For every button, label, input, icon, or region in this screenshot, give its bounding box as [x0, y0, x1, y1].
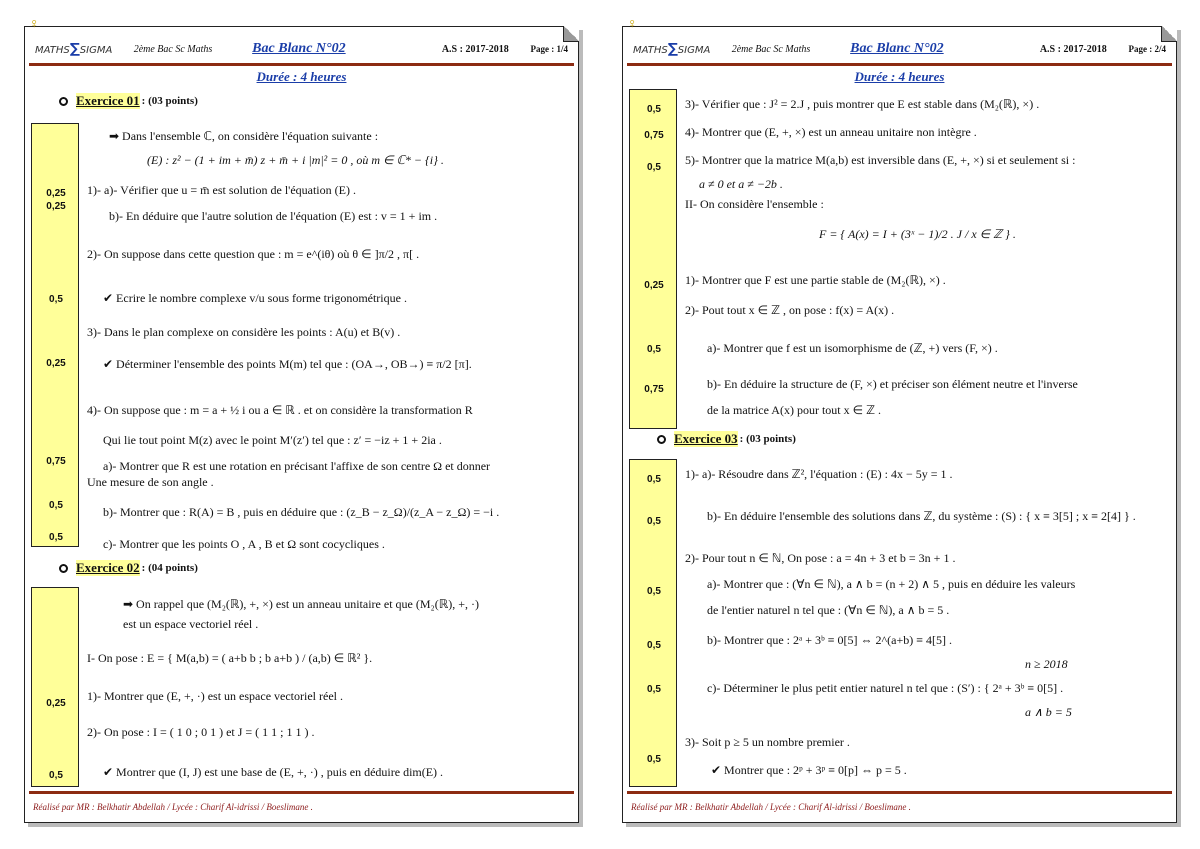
score: 0,5	[647, 474, 661, 485]
text-line: Une mesure de son angle .	[87, 475, 214, 489]
equation-line: (E) : z² − (1 + im + m̄) z + m̄ + i |m|² = 0 , où m ∈ ℂ* − {i} .	[147, 153, 444, 167]
logo: MATHS∑SIGMA	[633, 41, 711, 57]
exercise-2-title: Exercice 02 : (04 points)	[59, 560, 198, 576]
task-line: ✔ Montrer que : 2ᵖ + 3ᵖ ≡ 0[p] ⇔ p = 5 .	[711, 763, 907, 777]
score: 0,25	[46, 698, 66, 709]
school-year: A.S : 2017-2018	[1039, 43, 1107, 55]
question-line: 4)- On suppose que : m = a + ½ i ou a ∈ ℝ . et on considère la transformation R	[87, 403, 473, 417]
score: 0,5	[647, 516, 661, 527]
exercise-3-title: Exercice 03 : (03 points)	[657, 431, 796, 447]
question-line: b)- En déduire la structure de (F, ×) et préciser son élément neutre et l'inverse	[707, 377, 1078, 391]
exercise-1-title: Exercice 01 : (03 points)	[59, 93, 198, 109]
score: 0,5	[647, 754, 661, 765]
page-header	[633, 37, 1166, 61]
score: 0,25	[46, 188, 66, 199]
question-line: 2)- Pout tout x ∈ ℤ , on pose : f(x) = A(x) .	[685, 303, 895, 317]
text-line: II- On considère l'ensemble :	[685, 197, 824, 211]
footer-credit: Réalisé par MR : Belkhatir Abdellah / Lycée : Charif Al-idrissi / Boeslimane .	[33, 802, 313, 812]
score: 0,5	[647, 104, 661, 115]
question-line: a)- Montrer que f est un isomorphisme de (ℤ, +) vers (F, ×) .	[707, 341, 998, 355]
question-line: a)- Montrer que : (∀n ∈ ℕ), a ∧ b = (n + 2) ∧ 5 , puis en déduire les valeurs	[707, 577, 1076, 591]
pin-icon: ♀	[29, 17, 40, 32]
school-year: A.S : 2017-2018	[441, 43, 509, 55]
score: 0,5	[49, 500, 63, 511]
score: 0,5	[647, 344, 661, 355]
text-line: de l'entier naturel n tel que : (∀n ∈ ℕ), a ∧ b = 5 .	[707, 603, 950, 617]
question-line: 3)- Soit p ≥ 5 un nombre premier .	[685, 735, 850, 749]
score: 0,5	[647, 684, 661, 695]
score-column	[31, 123, 79, 547]
system-line: n ≥ 2018	[1025, 657, 1068, 671]
logo: MATHS∑SIGMA	[35, 41, 113, 57]
question-line: b)- En déduire que l'autre solution de l'équation (E) est : v = 1 + im .	[109, 209, 438, 223]
text-line: Qui lie tout point M(z) avec le point M′(z′) tel que : z′ = −iz + 1 + 2ia .	[103, 433, 442, 447]
question-line: c)- Montrer que les points O , A , B et Ω sont cocycliques .	[103, 537, 385, 551]
text-line: ➡ Dans l'ensemble ℂ, on considère l'équation suivante :	[109, 129, 379, 143]
score: 0,25	[46, 201, 66, 212]
pin-icon: ♀	[627, 17, 638, 32]
score: 0,5	[647, 586, 661, 597]
question-line: 2)- Pour tout n ∈ ℕ, On pose : a = 4n + 3 et b = 3n + 1 .	[685, 551, 956, 565]
footer-rule	[627, 791, 1172, 794]
score-column	[629, 89, 677, 429]
score: 0,25	[644, 280, 664, 291]
bullet-circle-icon	[59, 97, 68, 106]
text-line: de la matrice A(x) pour tout x ∈ ℤ .	[707, 403, 882, 417]
question-line: 2)- On suppose dans cette question que : m = e^(iθ) où θ ∈ ]π/2 , π[ .	[87, 247, 420, 261]
footer-credit: Réalisé par MR : Belkhatir Abdellah / Lycée : Charif Al-idrissi / Boeslimane .	[631, 802, 911, 812]
score-column	[629, 459, 677, 787]
question-line: 5)- Montrer que la matrice M(a,b) est inversible dans (E, +, ×) si et seulement si :	[685, 153, 1076, 167]
system-line: a ∧ b = 5	[1025, 705, 1072, 719]
score: 0,5	[647, 162, 661, 173]
text-line: est un espace vectoriel réel .	[123, 617, 259, 631]
bullet-circle-icon	[59, 564, 68, 573]
page-header	[35, 37, 568, 61]
question-line: b)- En déduire l'ensemble des solutions dans ℤ, du système : (S) : { x ≡ 3[5] ; x ≡ 2[4] } .	[707, 509, 1136, 523]
question-line: 1)- a)- Vérifier que u = m̄ est solution de l'équation (E) .	[87, 183, 356, 197]
question-line: 4)- Montrer que (E, +, ×) est un anneau unitaire non intègre .	[685, 125, 977, 139]
header-rule	[627, 63, 1172, 66]
score: 0,5	[49, 770, 63, 781]
score: 0,5	[647, 640, 661, 651]
bullet-circle-icon	[657, 435, 666, 444]
score: 0,75	[46, 456, 66, 467]
question-line: 1)- Montrer que F est une partie stable de (M₂(ℝ), ×) .	[685, 273, 946, 287]
score-column	[31, 587, 79, 787]
exam-page-2	[622, 17, 1177, 823]
question-line: c)- Déterminer le plus petit entier naturel n tel que : (S′) : { 2ᵃ + 3ᵇ ≡ 0[5] .	[707, 681, 1064, 695]
question-line: 3)- Dans le plan complexe on considère les points : A(u) et B(v) .	[87, 325, 401, 339]
question-line: 1)- a)- Résoudre dans ℤ², l'équation : (E) : 4x − 5y = 1 .	[685, 467, 953, 481]
question-line: a)- Montrer que R est une rotation en précisant l'affixe de son centre Ω et donner	[103, 459, 491, 473]
page-number: Page : 2/4	[1128, 44, 1166, 54]
exam-title: Bac Blanc N°02	[252, 41, 346, 56]
question-line: b)- Montrer que : R(A) = B , puis en déduire que : (z_B − z_Ω)/(z_A − z_Ω) = −i .	[103, 505, 500, 519]
score: 0,75	[644, 130, 664, 141]
header-rule	[29, 63, 574, 66]
question-line: b)- Montrer que : 2ᵃ + 3ᵇ ≡ 0[5] ⇔ 2^(a+b) ≡ 4[5] .	[707, 633, 952, 647]
duration: Durée : 4 heures	[256, 69, 347, 84]
duration: Durée : 4 heures	[854, 69, 945, 84]
text-line: ➡ On rappel que (M₂(ℝ), +, ×) est un anneau unitaire et que (M₂(ℝ), +, ·)	[123, 597, 479, 611]
definition-line: I- On pose : E = { M(a,b) = ( a+b b ; b a+b ) / (a,b) ∈ ℝ² }.	[87, 651, 373, 665]
task-line: ✔ Ecrire le nombre complexe v/u sous forme trigonométrique .	[103, 291, 407, 305]
question-line: 2)- On pose : I = ( 1 0 ; 0 1 ) et J = ( 1 1 ; 1 1 ) .	[87, 725, 315, 739]
score: 0,75	[644, 384, 664, 395]
footer-rule	[29, 791, 574, 794]
score: 0,5	[49, 532, 63, 543]
page-number: Page : 1/4	[530, 44, 568, 54]
score: 0,25	[46, 358, 66, 369]
exam-page-1	[24, 17, 579, 823]
condition-line: a ≠ 0 et a ≠ −2b .	[699, 177, 783, 191]
question-line: 3)- Vérifier que : J² = 2.J , puis montrer que E est stable dans (M₂(ℝ), ×) .	[685, 97, 1040, 111]
exam-title: Bac Blanc N°02	[850, 41, 944, 56]
score: 0,5	[49, 294, 63, 305]
task-line: ✔ Déterminer l'ensemble des points M(m) tel que : (OA→, OB→) ≡ π/2 [π].	[103, 357, 472, 371]
definition-line: F = { A(x) = I + (3ˣ − 1)/2 . J / x ∈ ℤ } .	[819, 227, 1016, 241]
class-label: 2ème Bac Sc Maths	[731, 43, 811, 55]
task-line: ✔ Montrer que (I, J) est une base de (E, +, ·) , puis en déduire dim(E) .	[103, 765, 444, 779]
question-line: 1)- Montrer que (E, +, ·) est un espace vectoriel réel .	[87, 689, 343, 703]
class-label: 2ème Bac Sc Maths	[133, 43, 213, 55]
